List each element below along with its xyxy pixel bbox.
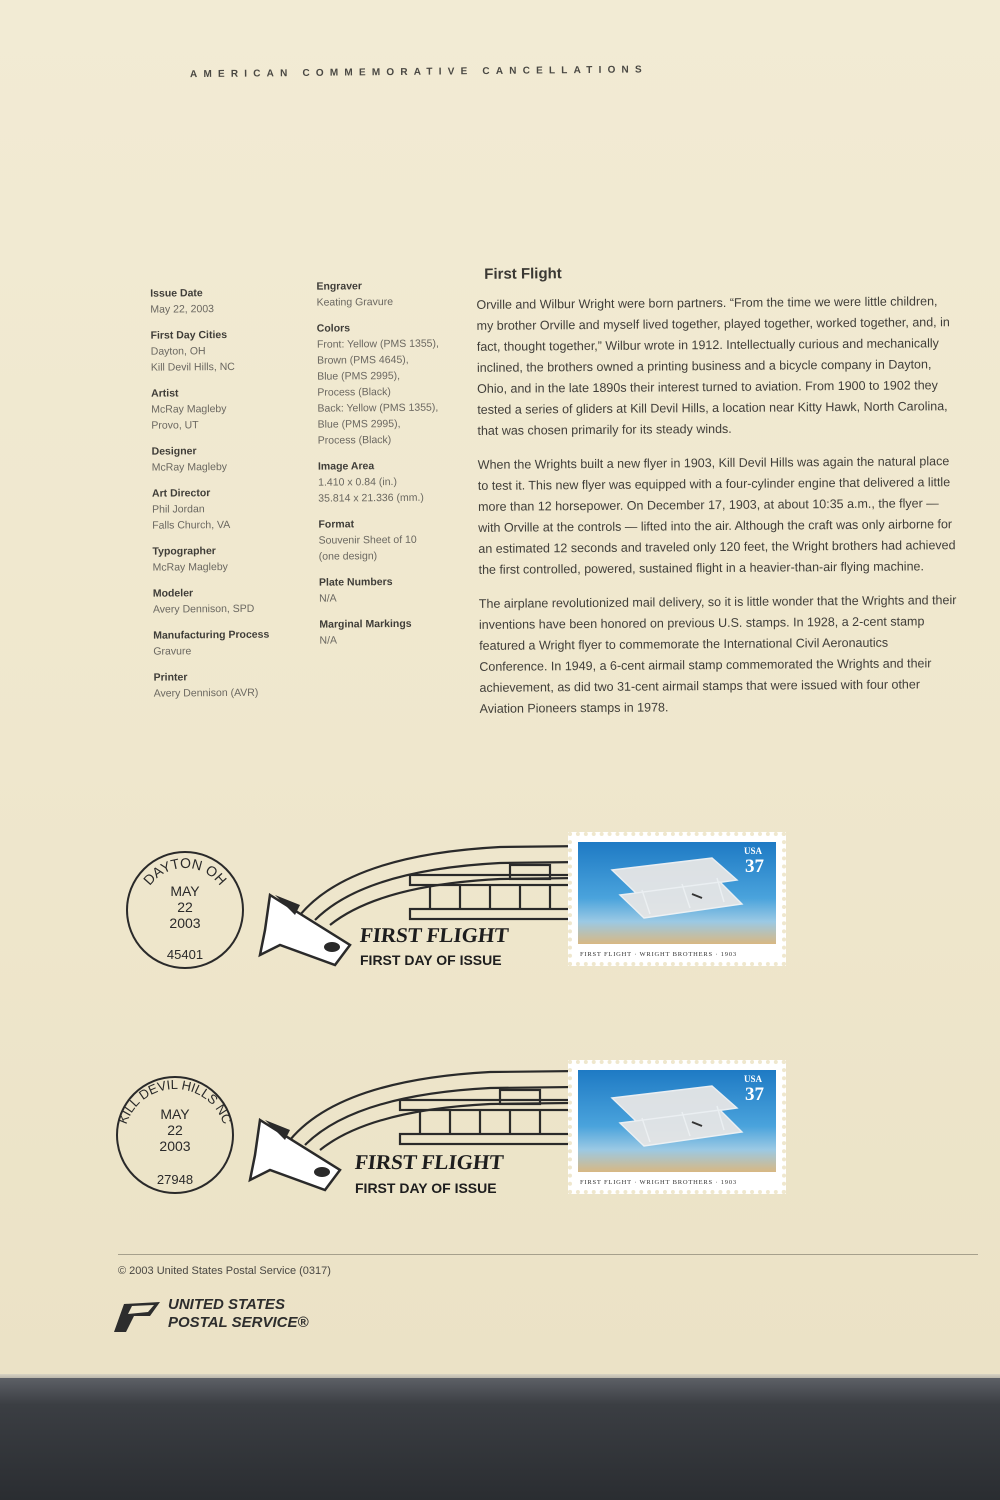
shuttle-icon (250, 1120, 340, 1190)
detail-value: Front: Yellow (PMS 1355), (316, 337, 439, 351)
detail-value: Falls Church, VA (152, 518, 231, 532)
stamp-value: 37 (745, 856, 764, 877)
detail-block (318, 515, 468, 564)
detail-value: N/A (319, 634, 338, 647)
detail-block (151, 384, 301, 433)
cancellation-subtitle: FIRST DAY OF ISSUE (355, 1180, 497, 1196)
stamp-kill-devil-hills (568, 1060, 786, 1194)
detail-value: 35.814 x 21.336 (mm.) (318, 491, 424, 505)
detail-value: N/A (319, 592, 337, 605)
copyright: © 2003 United States Postal Service (0317) (118, 1265, 331, 1277)
detail-block (152, 542, 302, 575)
detail-label: Manufacturing Process (153, 628, 270, 642)
detail-value: Brown (PMS 4645), (317, 353, 409, 367)
detail-label: Printer (153, 671, 188, 684)
detail-value: McRay Magleby (151, 403, 227, 416)
cancellation-title: FIRST FLIGHT (353, 1150, 505, 1174)
detail-value: McRay Magleby (151, 460, 228, 474)
detail-value: Process (Black) (317, 434, 392, 447)
detail-block (319, 615, 469, 648)
detail-block (318, 457, 468, 506)
postmark-year: 2003 (169, 915, 201, 931)
postmark-month: MAY (160, 1106, 190, 1122)
detail-block (319, 573, 469, 606)
cancellation-subtitle: FIRST DAY OF ISSUE (360, 952, 502, 968)
eagle-icon (110, 1298, 162, 1334)
stamp-country: USA (743, 1074, 762, 1084)
postmark-zip: 45401 (166, 947, 204, 962)
detail-label: Artist (151, 387, 179, 400)
stamp-country: USA (743, 846, 762, 856)
detail-value: Souvenir Sheet of 10 (318, 533, 417, 547)
article-paragraph-3: The airplane revolutionized mail delivery, so it is little wonder that the Wrights and their inventions have been honored on previous U.S. stamps. In 1928, a 2-cent stamp featured a Wright flyer to commemorate the International Civil Aeronautics Conference. In 1949, a 6-cent airmail stamp commemorated the Wrights and their achievement, as did two 31-cent airmail stamps that were issued with four other Aviation Pioneers stamps in 1978. (478, 593, 957, 716)
postmark-city: KILL DEVIL HILLS NC (115, 1076, 235, 1126)
detail-value: Phil Jordan (152, 503, 205, 516)
detail-value: May 22, 2003 (150, 303, 215, 316)
detail-block (153, 668, 303, 701)
detail-value: Provo, UT (151, 419, 199, 432)
detail-label: Art Director (151, 487, 211, 500)
detail-label: Designer (151, 445, 197, 458)
detail-value: Blue (PMS 2995), (317, 369, 401, 383)
detail-block (316, 277, 466, 310)
postmark-year: 2003 (159, 1138, 191, 1154)
postmark-day: 22 (167, 1122, 183, 1138)
stamp-dayton (568, 832, 786, 966)
article-paragraph-2: When the Wrights built a new flyer in 1903, Kill Devil Hills was again the natural place to test it. This new flyer was equipped with a four-cylinder engine that delivered a little more than 12 horsepower. On December 17, 1903, at about 10:35 a.m., the flyer — with Orville at the controls — lifted into the air. Although the craft was only airborne for an estimated 12 seconds and traveled only 120 feet, the Wright brothers had achieved the first controlled, powered, sustained flight in a heavier-than-air flying machine. (477, 454, 956, 577)
detail-label: Colors (316, 322, 351, 335)
detail-label: Engraver (316, 280, 362, 293)
cancellation-title: FIRST FLIGHT (358, 923, 510, 947)
detail-value: Back: Yellow (PMS 1355), (317, 401, 439, 415)
detail-block (317, 319, 468, 448)
detail-value: Blue (PMS 2995), (317, 417, 401, 431)
detail-value: Avery Dennison, SPD (152, 602, 255, 616)
detail-value: McRay Magleby (152, 560, 228, 574)
stamp-caption: FIRST FLIGHT · WRIGHT BROTHERS · 1903 (580, 951, 737, 958)
postmark-month: MAY (170, 883, 200, 899)
logo-line-2: POSTAL SERVICE® (168, 1314, 309, 1331)
details-right-column (316, 277, 469, 658)
detail-block (153, 626, 303, 659)
detail-value: Avery Dennison (AVR) (153, 686, 259, 700)
detail-label: First Day Cities (150, 328, 228, 342)
detail-value: Gravure (153, 645, 192, 658)
postmark-city: DAYTON OH (140, 854, 230, 888)
detail-value: Kill Devil Hills, NC (150, 360, 235, 374)
article-paragraph-1: Orville and Wilbur Wright were born partners. “From the time we were little children, my brother Orville and myself lived together, played together, worked together, and, in fact, thought together,” Wilbur wrote in 1912. Intellectually curious and mechanically inclined, the brothers owned a printing business and a bicycle company in Dayton, Ohio, and in the late 1890s their interest turned to aviation. From 1900 to 1902 they tested a series of gliders at Kill Devil Hills, a location near Kitty Hawk, North Carolina, that was chosen primarily for its steady winds. (476, 294, 950, 438)
details-left-column (150, 284, 304, 711)
wright-flyer-icon (602, 1078, 752, 1168)
article-title: First Flight (484, 265, 562, 283)
detail-value: 1.410 x 0.84 (in.) (318, 475, 397, 489)
detail-label: Image Area (317, 460, 375, 473)
usps-logo (110, 1296, 370, 1336)
article (476, 262, 960, 733)
detail-value: Process (Black) (317, 386, 391, 399)
detail-label: Plate Numbers (318, 576, 393, 589)
detail-label: Issue Date (150, 287, 203, 300)
page-header: AMERICAN COMMEMORATIVE CANCELLATIONS (189, 64, 648, 81)
detail-label: Modeler (152, 587, 194, 600)
detail-block (153, 584, 303, 617)
detail-block (152, 484, 302, 533)
detail-block (152, 442, 302, 475)
detail-block (150, 284, 300, 317)
detail-value: Dayton, OH (150, 345, 206, 358)
stamp-value: 37 (745, 1084, 764, 1105)
wright-flyer-icon (602, 850, 752, 940)
detail-label: Format (318, 518, 355, 531)
postmark-day: 22 (177, 899, 193, 915)
logo-line-1: UNITED STATES (168, 1296, 285, 1313)
binder-background (0, 1378, 1000, 1500)
shuttle-icon (260, 895, 350, 965)
postmark-zip: 27948 (156, 1172, 194, 1187)
detail-value: Keating Gravure (316, 295, 394, 309)
stamp-caption: FIRST FLIGHT · WRIGHT BROTHERS · 1903 (580, 1179, 737, 1186)
detail-label: Marginal Markings (319, 617, 412, 631)
detail-label: Typographer (152, 545, 216, 558)
footer-divider (118, 1254, 978, 1255)
detail-block (151, 326, 301, 375)
detail-value: (one design) (318, 550, 378, 563)
